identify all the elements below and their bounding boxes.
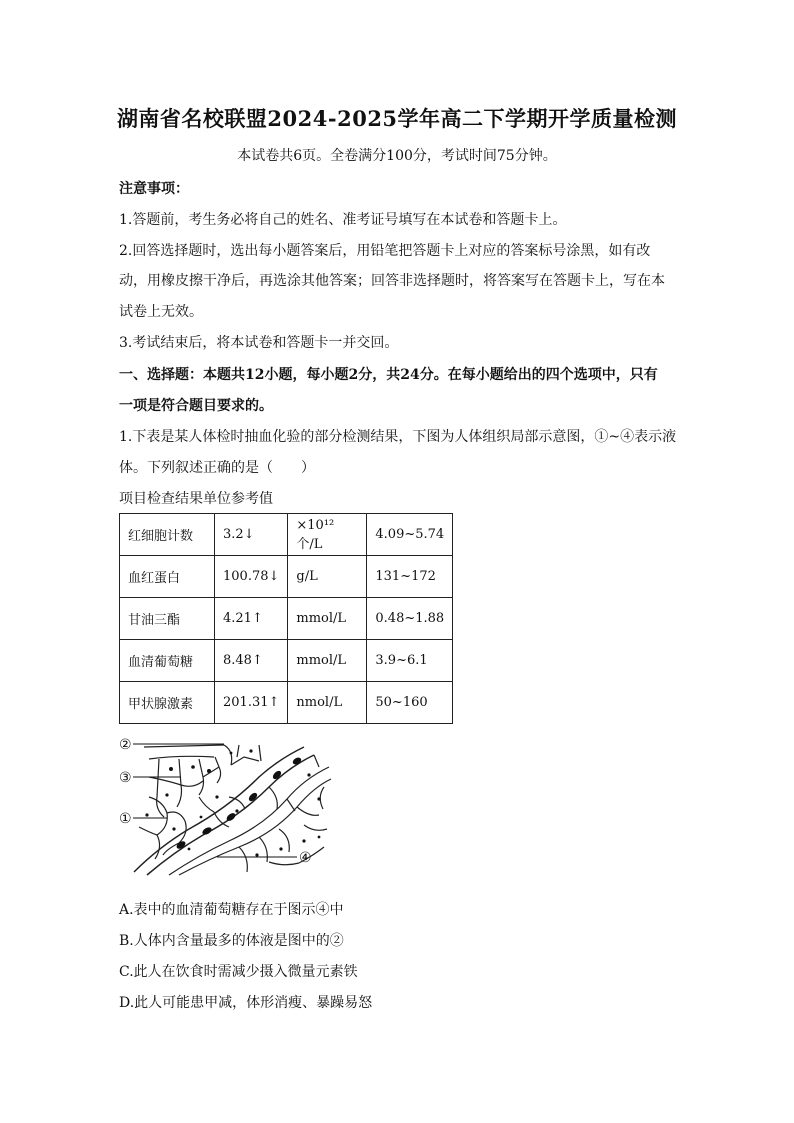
table-cell: 131~172 — [367, 556, 453, 598]
table-cell: mmol/L — [288, 598, 367, 640]
table-row — [120, 598, 453, 640]
exam-title: 湖南省名校联盟2024-2025学年高二下学期开学质量检测 — [116, 106, 678, 131]
table-cell: mmol/L — [288, 640, 367, 682]
table-cell: 100.78↓ — [215, 556, 288, 598]
table-cell: 4.21↑ — [215, 598, 288, 640]
note-line: 试卷上无效。 — [119, 304, 203, 320]
table-row — [120, 682, 453, 724]
note-line: 1.答题前，考生务必将自己的姓名、准考证号填写在本试卷和答题卡上。 — [119, 212, 567, 228]
exam-subtitle: 本试卷共6页。全卷满分100分，考试时间75分钟。 — [237, 148, 557, 164]
table-cell: g/L — [288, 556, 367, 598]
table-row — [120, 640, 453, 682]
blood-test-table — [119, 513, 453, 724]
question-stem: 1.下表是某人体检时抽血化验的部分检测结果，下图为人体组织局部示意图，①~④表示液 — [119, 429, 677, 445]
table-cell: 血红蛋白 — [120, 556, 215, 598]
section-heading: 一、选择题：本题共12小题，每小题2分，共24分。在每小题给出的四个选项中，只有 — [119, 367, 658, 383]
notes-heading: 注意事项： — [119, 181, 189, 197]
note-line: 3.考试结束后，将本试卷和答题卡一并交回。 — [119, 335, 399, 351]
note-line: 动，用橡皮擦干净后，再选涂其他答案；回答非选择题时，将答案写在答题卡上，写在本 — [119, 273, 665, 289]
note-line: 2.回答选择题时，选出每小题答案后，用铅笔把答题卡上对应的答案标号涂黑，如有改 — [119, 243, 651, 259]
table-cell: 8.48↑ — [215, 640, 288, 682]
table-cell: nmol/L — [288, 682, 367, 724]
table-cell: 甘油三酯 — [120, 598, 215, 640]
table-cell: 3.2↓ — [215, 514, 288, 556]
table-cell: 4.09~5.74 — [367, 514, 453, 556]
figure-label: ① — [119, 811, 132, 827]
tissue-diagram — [119, 737, 334, 877]
option-c: C.此人在饮食时需减少摄入微量元素铁 — [119, 964, 358, 980]
option-b: B.人体内含量最多的体液是图中的② — [119, 933, 344, 949]
figure-label: ④ — [299, 850, 312, 866]
table-row — [120, 556, 453, 598]
table-cell: 3.9~6.1 — [367, 640, 453, 682]
table-cell: ×10¹²个/L — [288, 514, 367, 556]
table-cell: 红细胞计数 — [120, 514, 215, 556]
figure-label: ② — [119, 737, 132, 753]
section-heading: 一项是符合题目要求的。 — [119, 398, 273, 414]
question-stem: 体。下列叙述正确的是（ ） — [119, 460, 315, 476]
table-cell: 甲状腺激素 — [120, 682, 215, 724]
option-a: A.表中的血清葡萄糖存在于图示④中 — [119, 902, 344, 918]
table-cell: 0.48~1.88 — [367, 598, 453, 640]
table-row — [120, 514, 453, 556]
table-caption: 项目检查结果单位参考值 — [119, 491, 273, 507]
table-cell: 50~160 — [367, 682, 453, 724]
figure-label: ③ — [119, 770, 132, 786]
table-cell: 血清葡萄糖 — [120, 640, 215, 682]
table-cell: 201.31↑ — [215, 682, 288, 724]
option-d: D.此人可能患甲减，体形消瘦、暴躁易怒 — [119, 995, 373, 1011]
